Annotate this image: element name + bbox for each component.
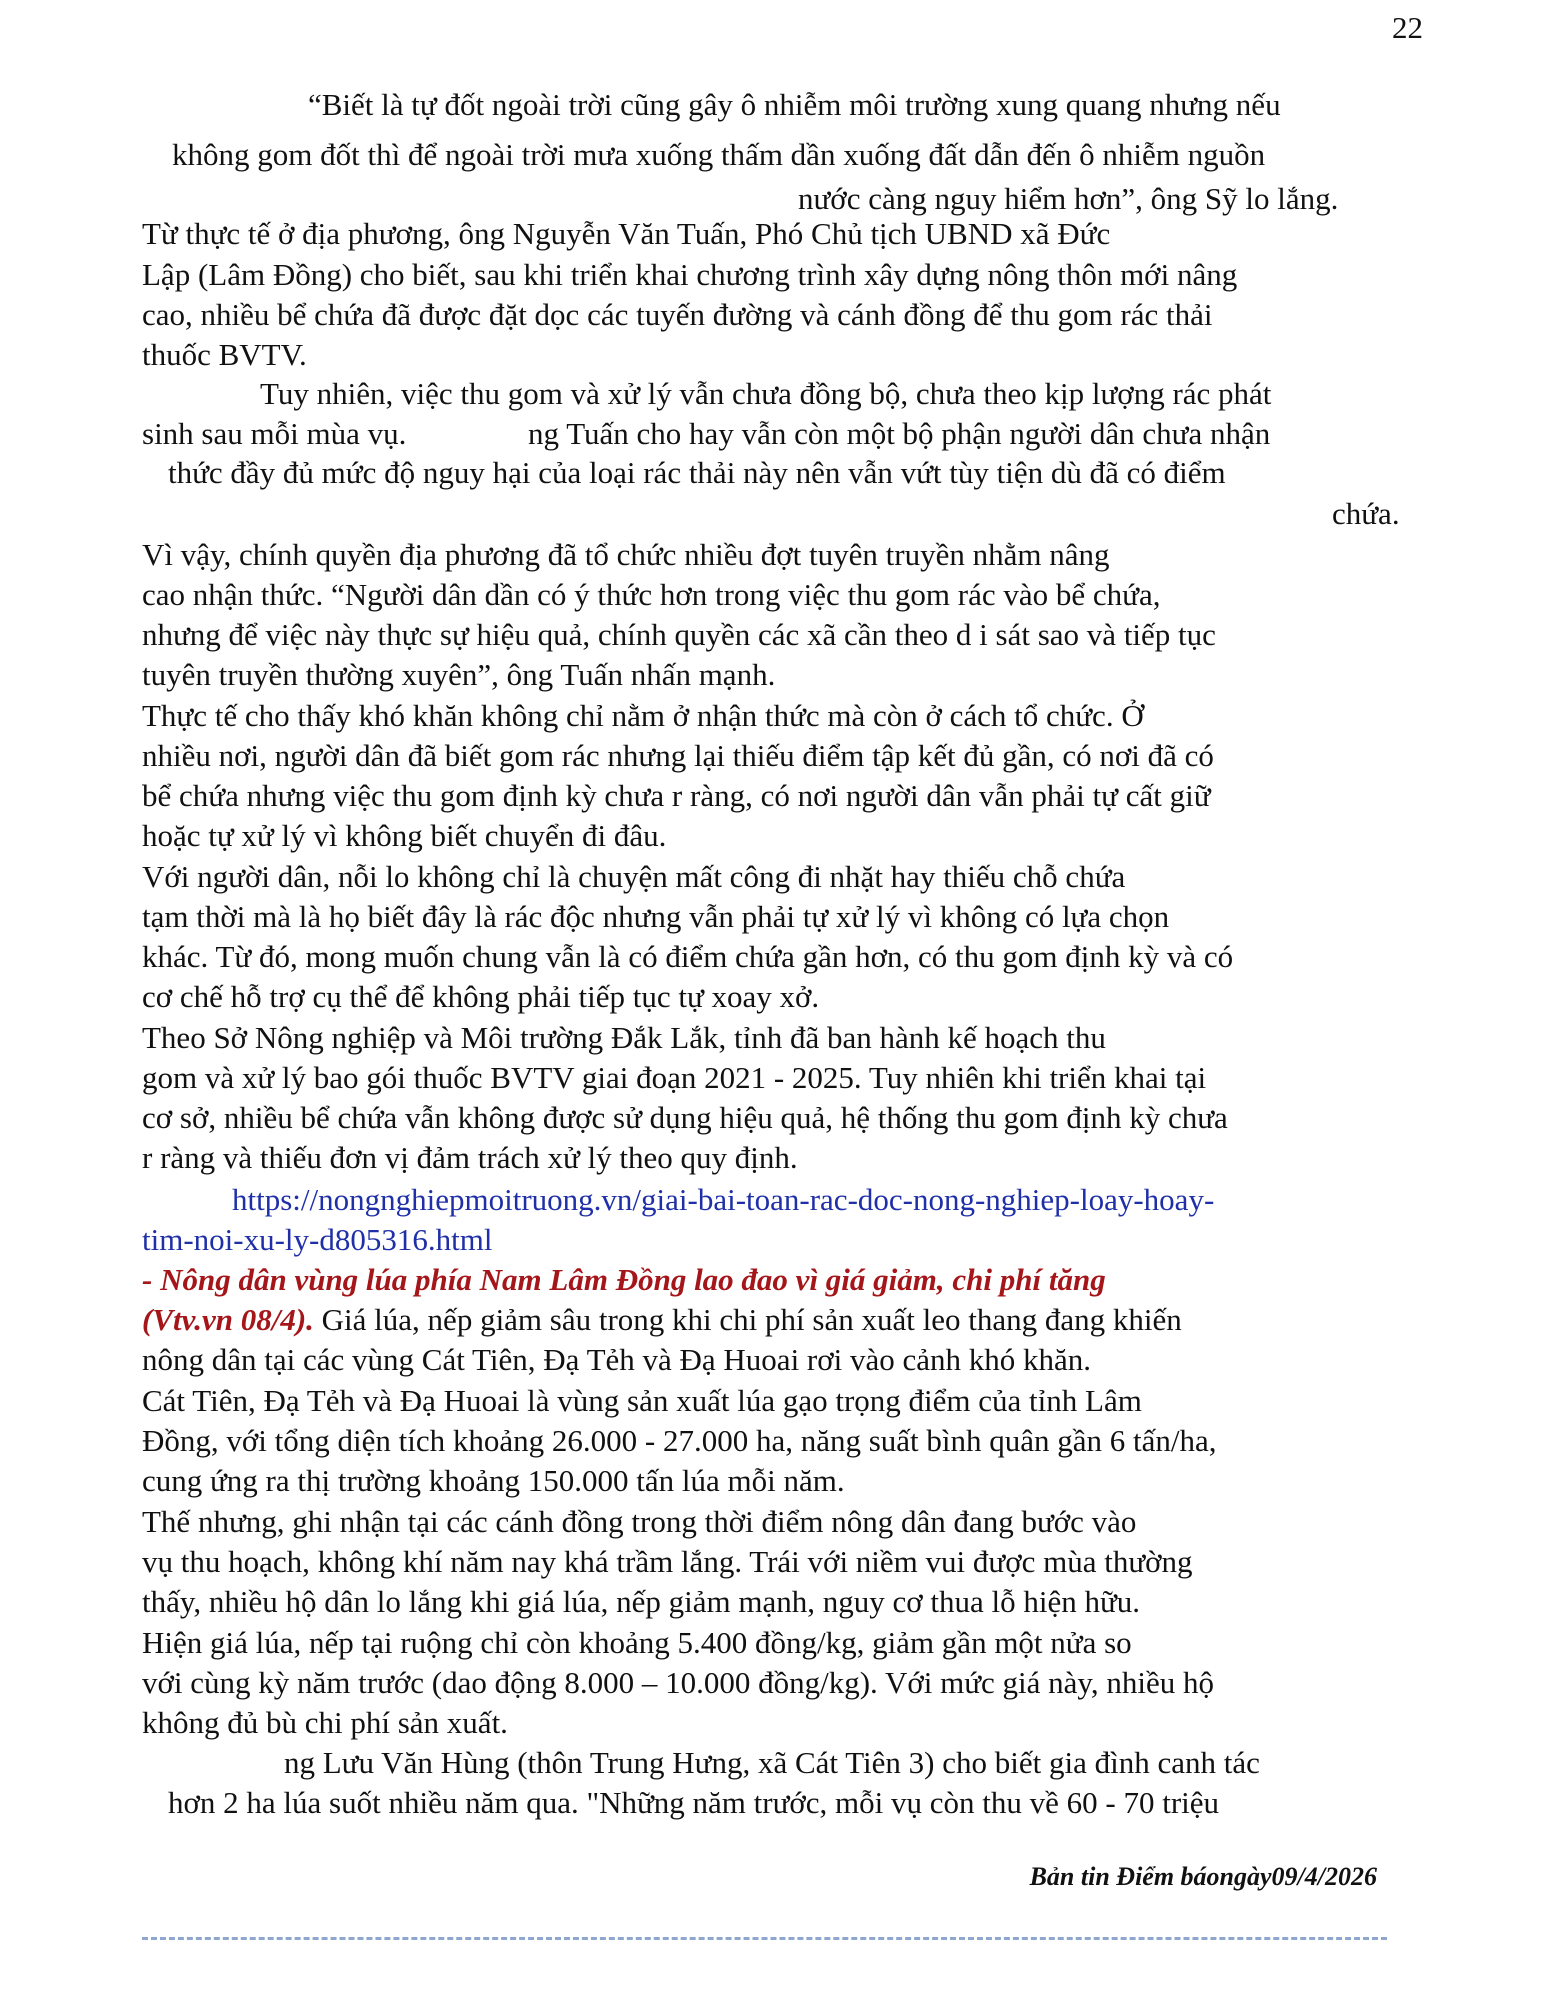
body-line: r ràng và thiếu đơn vị đảm trách xử lý theo quy định.	[142, 1140, 798, 1175]
article-lead	[142, 1301, 1182, 1339]
body-line: cơ sở, nhiều bể chứa vẫn không được sử dụng hiệu quả, hệ thống thu gom định kỳ chưa	[142, 1100, 1228, 1135]
body-line: nhưng để việc này thực sự hiệu quả, chính quyền các xã cần theo d i sát sao và tiếp tục	[142, 617, 1216, 652]
quote-line: “Biết là tự đốt ngoài trời cũng gây ô nhiễm môi trường xung quang nhưng nếu	[308, 87, 1281, 122]
source-link[interactable]: https://nongnghiepmoitruong.vn/giai-bai-toan-rac-doc-nong-nghiep-loay-hoay-	[232, 1182, 1215, 1217]
body-line: vụ thu hoạch, không khí năm nay khá trầm lắng. Trái với niềm vui được mùa thường	[142, 1544, 1193, 1579]
body-line: cơ chế hỗ trợ cụ thể để không phải tiếp tục tự xoay xở.	[142, 979, 820, 1014]
body-line: Thế nhưng, ghi nhận tại các cánh đồng trong thời điểm nông dân đang bước vào	[142, 1504, 1137, 1539]
body-line: không đủ bù chi phí sản xuất.	[142, 1705, 508, 1740]
body-line: tạm thời mà là họ biết đây là rác độc nhưng vẫn phải tự xử lý vì không có lựa chọn	[142, 899, 1170, 934]
body-line: thức đầy đủ mức độ nguy hại của loại rác thải này nên vẫn vứt tùy tiện dù đã có điểm	[168, 455, 1226, 490]
article-lead-text: Giá lúa, nếp giảm sâu trong khi chi phí sản xuất leo thang đang khiến	[313, 1302, 1182, 1337]
body-line: Thực tế cho thấy khó khăn không chỉ nằm ở nhận thức mà còn ở cách tổ chức. Ở	[142, 698, 1144, 733]
body-line: nhiều nơi, người dân đã biết gom rác nhưng lại thiếu điểm tập kết đủ gần, có nơi đã có	[142, 738, 1214, 773]
footer-divider	[142, 1937, 1387, 1940]
body-line: bể chứa nhưng việc thu gom định kỳ chưa r ràng, có nơi người dân vẫn phải tự cất giữ	[142, 778, 1211, 813]
body-line: hoặc tự xử lý vì không biết chuyển đi đâu.	[142, 818, 667, 853]
body-line: thuốc BVTV.	[142, 337, 307, 372]
body-line: nông dân tại các vùng Cát Tiên, Đạ Tẻh và Đạ Huoai rơi vào cảnh khó khăn.	[142, 1342, 1092, 1377]
body-line: Vì vậy, chính quyền địa phương đã tổ chức nhiều đợt tuyên truyền nhằm nâng	[142, 537, 1110, 572]
body-line: cao nhận thức. “Người dân dần có ý thức hơn trong việc thu gom rác vào bể chứa,	[142, 577, 1161, 612]
body-line: Tuy nhiên, việc thu gom và xử lý vẫn chưa đồng bộ, chưa theo kịp lượng rác phát	[260, 376, 1272, 411]
article-source: (Vtv.vn 08/4).	[142, 1302, 314, 1337]
source-link[interactable]: tim-noi-xu-ly-d805316.html	[142, 1222, 493, 1257]
body-line: thấy, nhiều hộ dân lo lắng khi giá lúa, nếp giảm mạnh, nguy cơ thua lỗ hiện hữu.	[142, 1584, 1141, 1619]
article-title: - Nông dân vùng lúa phía Nam Lâm Đồng lao đao vì giá giảm, chi phí tăng	[142, 1262, 1106, 1297]
body-line: cung ứng ra thị trường khoảng 150.000 tấn lúa mỗi năm.	[142, 1463, 845, 1498]
body-line: với cùng kỳ năm trước (dao động 8.000 – 10.000 đồng/kg). Với mức giá này, nhiều hộ	[142, 1665, 1215, 1700]
body-line: cao, nhiều bể chứa đã được đặt dọc các tuyến đường và cánh đồng để thu gom rác thải	[142, 297, 1213, 332]
body-line: Từ thực tế ở địa phương, ông Nguyễn Văn Tuấn, Phó Chủ tịch UBND xã Đức	[142, 216, 1111, 251]
quote-line: không gom đốt thì để ngoài trời mưa xuống thấm dần xuống đất dẫn đến ô nhiễm nguồn	[172, 137, 1266, 172]
body-line: Theo Sở Nông nghiệp và Môi trường Đắk Lắk, tỉnh đã ban hành kế hoạch thu	[142, 1020, 1106, 1055]
page-number: 22	[1392, 10, 1423, 45]
body-line: Với người dân, nỗi lo không chỉ là chuyện mất công đi nhặt hay thiếu chỗ chứa	[142, 859, 1126, 894]
footer-bulletin: Bản tin Điểm báongày09/4/2026	[1029, 1862, 1377, 1891]
body-line: hơn 2 ha lúa suốt nhiều năm qua. "Những năm trước, mỗi vụ còn thu về 60 - 70 triệu	[168, 1785, 1220, 1820]
body-line: ng Lưu Văn Hùng (thôn Trung Hưng, xã Cát Tiên 3) cho biết gia đình canh tác	[284, 1745, 1260, 1780]
body-line: tuyên truyền thường xuyên”, ông Tuấn nhấn mạnh.	[142, 657, 776, 692]
body-line: ng Tuấn cho hay vẫn còn một bộ phận người dân chưa nhận	[528, 416, 1271, 451]
body-line: khác. Từ đó, mong muốn chung vẫn là có điểm chứa gần hơn, có thu gom định kỳ và có	[142, 939, 1234, 974]
body-line: Lập (Lâm Đồng) cho biết, sau khi triển khai chương trình xây dựng nông thôn mới nâng	[142, 257, 1238, 292]
body-line: sinh sau mỗi mùa vụ.	[142, 416, 407, 451]
body-line: chứa.	[1332, 496, 1400, 531]
body-line: gom và xử lý bao gói thuốc BVTV giai đoạn 2021 - 2025. Tuy nhiên khi triển khai tại	[142, 1060, 1207, 1095]
body-line: Đồng, với tổng diện tích khoảng 26.000 - 27.000 ha, năng suất bình quân gần 6 tấn/ha,	[142, 1423, 1217, 1458]
quote-line: nước càng nguy hiểm hơn”, ông Sỹ lo lắng.	[798, 181, 1339, 216]
body-line: Hiện giá lúa, nếp tại ruộng chỉ còn khoảng 5.400 đồng/kg, giảm gần một nửa so	[142, 1625, 1132, 1660]
body-line: Cát Tiên, Đạ Tẻh và Đạ Huoai là vùng sản xuất lúa gạo trọng điểm của tỉnh Lâm	[142, 1383, 1142, 1418]
